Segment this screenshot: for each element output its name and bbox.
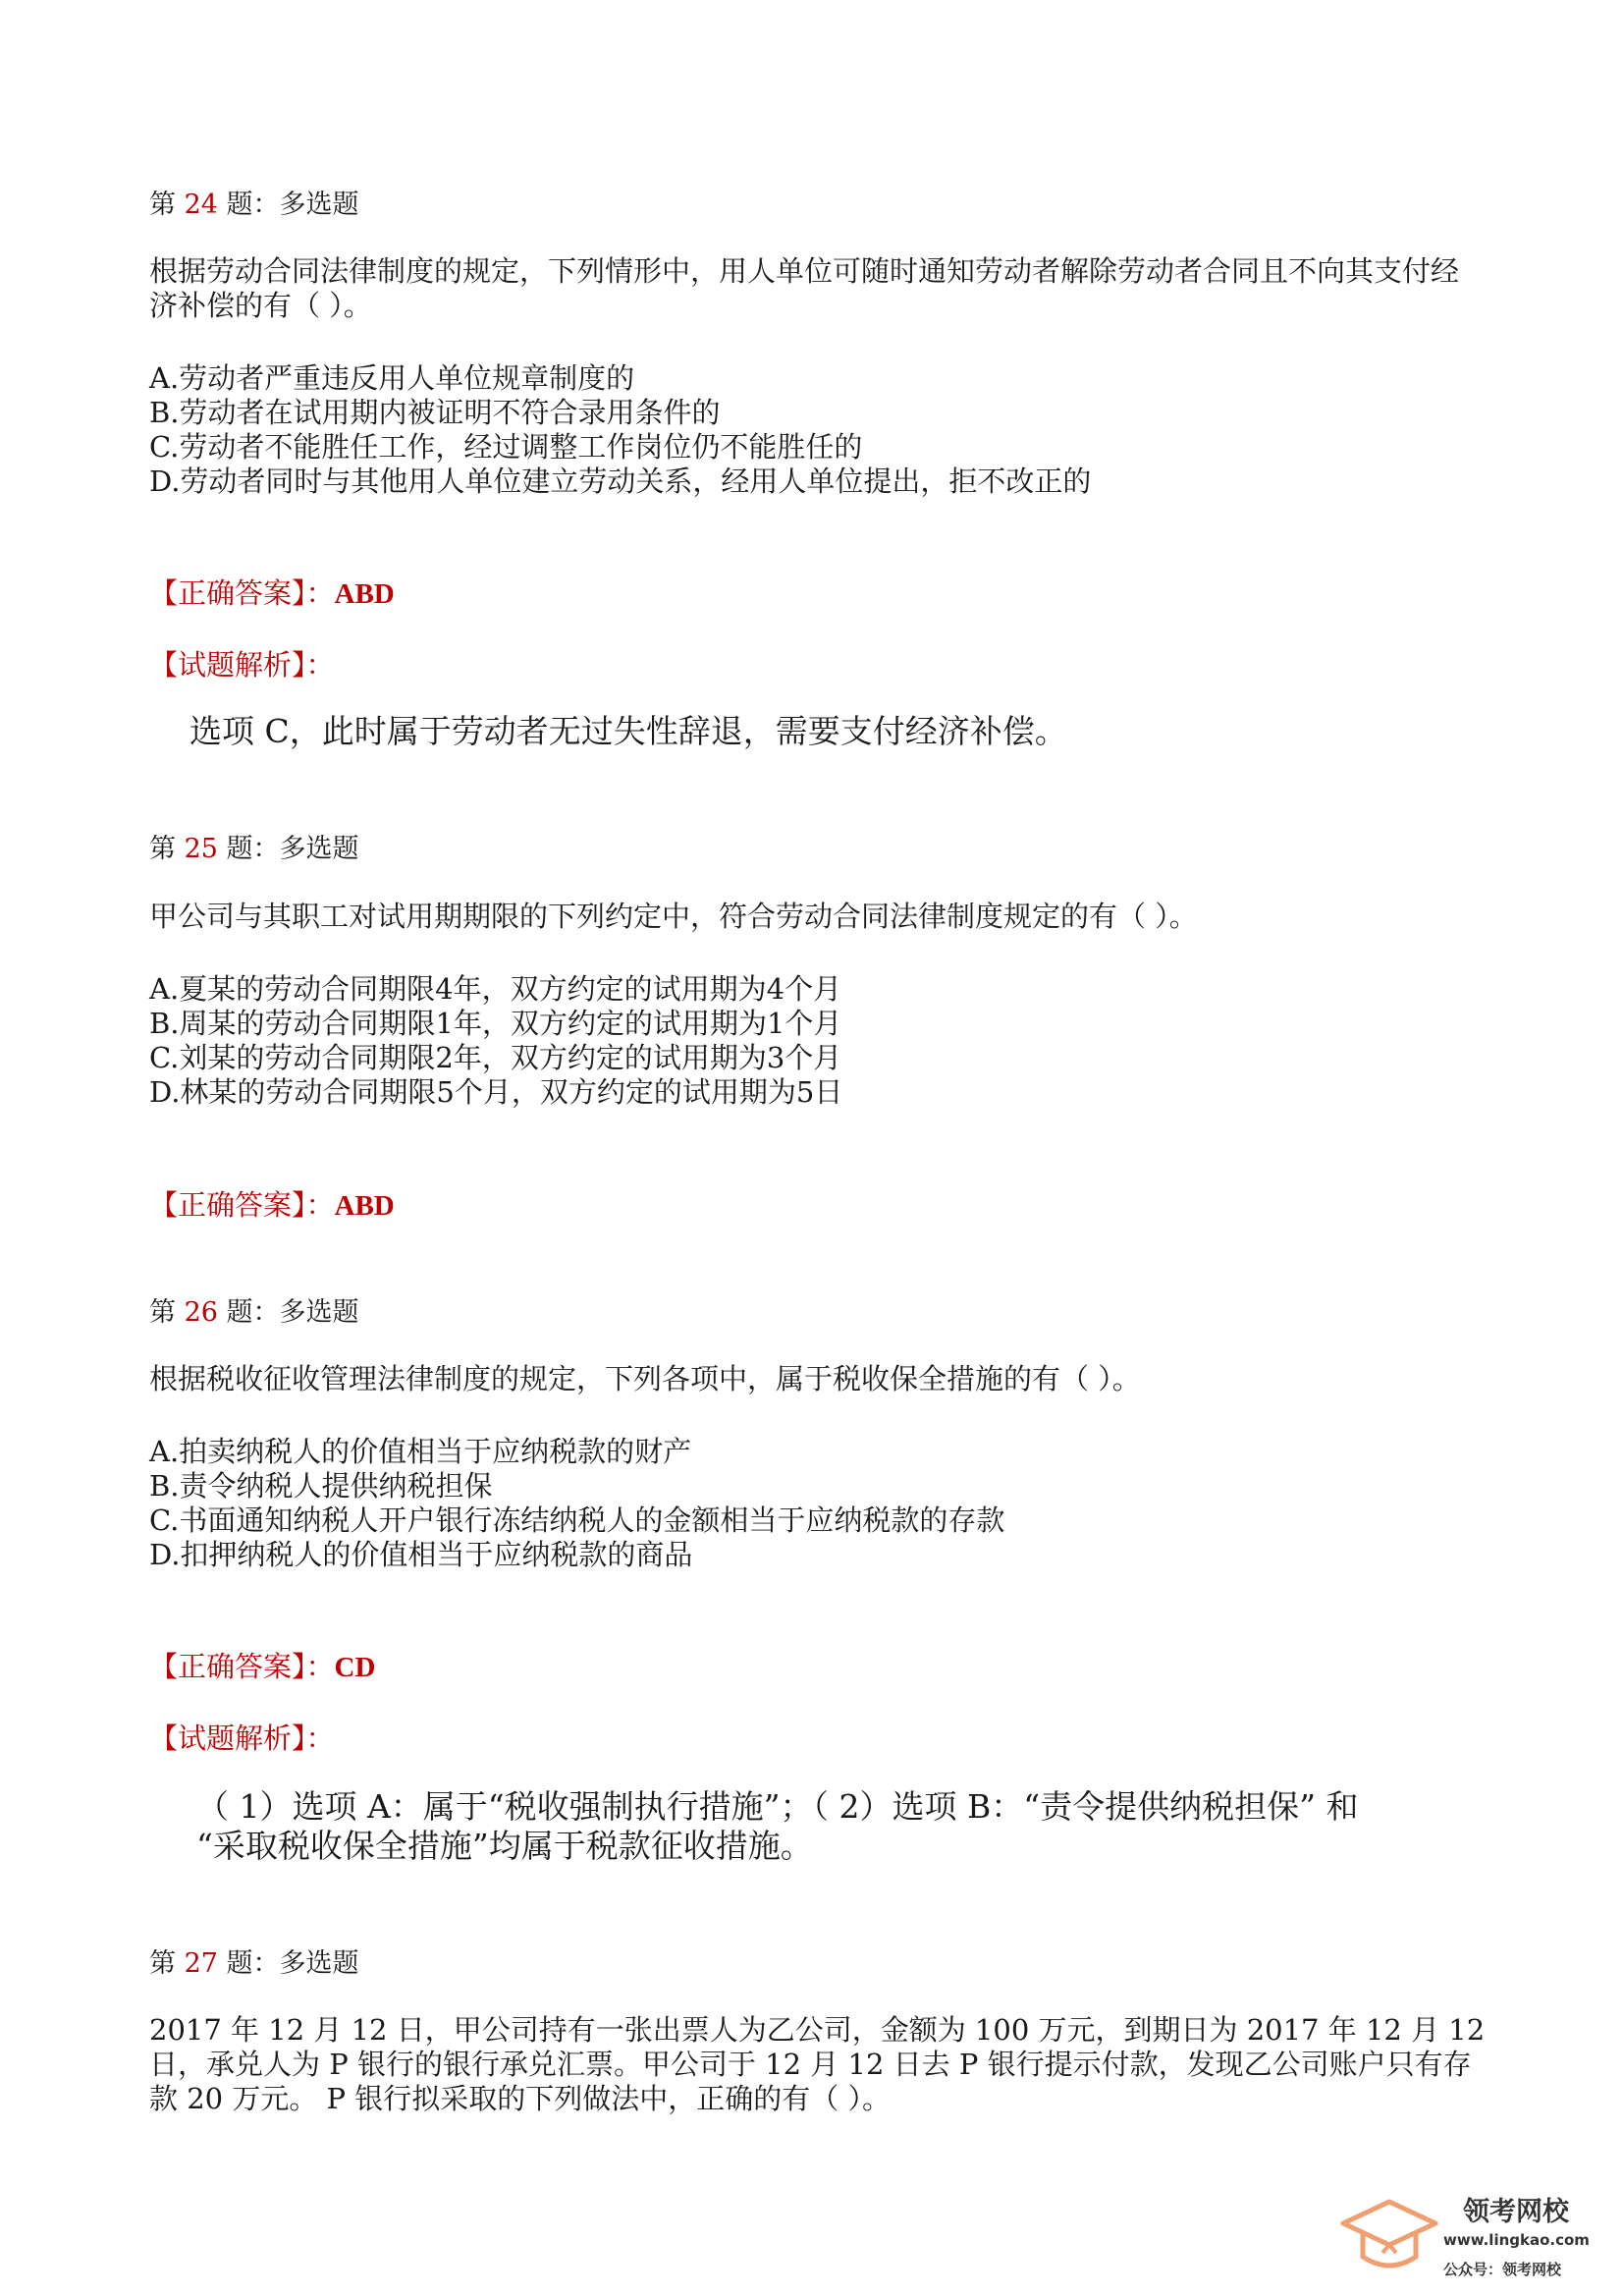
option-d: D.林某的劳动合同期限5个月，双方约定的试用期为5日 — [149, 1075, 843, 1109]
question-prefix: 第 — [149, 1948, 176, 1979]
logo-url: www.lingkao.com — [1443, 2231, 1590, 2249]
option-c: C.劳动者不能胜任工作，经过调整工作岗位仍不能胜任的 — [149, 430, 863, 464]
question-26-stem: 根据税收征收管理法律制度的规定，下列各项中，属于税收保全措施的有（ ）。 — [149, 1362, 1141, 1395]
question-26-analysis-label: 【试题解析】： — [149, 1722, 335, 1755]
option-d: D.扣押纳税人的价值相当于应纳税款的商品 — [149, 1538, 693, 1571]
lingkao-logo — [1335, 2188, 1600, 2286]
option-a: A.拍卖纳税人的价值相当于应纳税款的财产 — [149, 1435, 692, 1468]
question-type: 题：多选题 — [226, 1948, 359, 1979]
question-prefix: 第 — [149, 834, 176, 864]
option-b: B.周某的劳动合同期限1年，双方约定的试用期为1个月 — [149, 1007, 842, 1040]
graduation-cap-icon — [1335, 2194, 1443, 2282]
option-a: A.夏某的劳动合同期限4年，双方约定的试用期为4个月 — [149, 972, 842, 1006]
question-27-stem — [149, 2013, 1485, 2116]
stem-line: 2017 年 12 月 12 日，甲公司持有一张出票人为乙公司，金额为 100 万元，到期日为 2017 年 12 月 12 — [149, 2013, 1486, 2047]
stem-line: 款 20 万元。 P 银行拟采取的下列做法中，正确的有（ ）。 — [149, 2082, 892, 2115]
analysis-line: “采取税收保全措施”均属于税款征收措施。 — [196, 1827, 813, 1865]
question-24-answer — [149, 572, 395, 612]
question-number: 27 — [184, 1948, 218, 1979]
option-a: A.劳动者严重违反用人单位规章制度的 — [149, 361, 635, 395]
question-prefix: 第 — [149, 1297, 176, 1328]
option-d: D.劳动者同时与其他用人单位建立劳动关系，经用人单位提出，拒不改正的 — [149, 465, 1092, 498]
logo-wechat: 公众号：领考网校 — [1443, 2261, 1562, 2278]
answer-label: 【正确答案】： — [149, 576, 335, 610]
question-24-analysis-label: 【试题解析】： — [149, 648, 335, 682]
question-25-options — [149, 972, 842, 1110]
question-number: 26 — [184, 1297, 218, 1328]
question-type: 题：多选题 — [226, 834, 359, 864]
answer-value: ABD — [334, 578, 395, 610]
question-24-analysis: 选项 C，此时属于劳动者无过失性辞退，需要支付经济补偿。 — [189, 712, 1067, 750]
question-type: 题：多选题 — [226, 190, 359, 220]
answer-value: CD — [334, 1652, 376, 1683]
question-prefix: 第 — [149, 190, 176, 220]
analysis-line: （ 1）选项 A：属于“税收强制执行措施”；（ 2）选项 B：“责令提供纳税担保” 和 — [196, 1787, 1359, 1826]
question-25-answer — [149, 1183, 395, 1224]
question-24-options — [149, 361, 1091, 499]
question-25-header — [149, 827, 359, 865]
option-c: C.书面通知纳税人开户银行冻结纳税人的金额相当于应纳税款的存款 — [149, 1503, 1005, 1537]
option-c: C.刘某的劳动合同期限2年，双方约定的试用期为3个月 — [149, 1041, 842, 1074]
question-26-options — [149, 1435, 1004, 1572]
option-b: B.责令纳税人提供纳税担保 — [149, 1469, 493, 1503]
logo-name: 领考网校 — [1463, 2197, 1569, 2227]
question-24-header — [149, 183, 359, 221]
option-b: B.劳动者在试用期内被证明不符合录用条件的 — [149, 396, 721, 429]
stem-line: 日，承兑人为 P 银行的银行承兑汇票。甲公司于 12 月 12 日去 P 银行提示付款，发现乙公司账户只有存 — [149, 2048, 1472, 2081]
question-26-answer — [149, 1645, 375, 1685]
question-24-stem: 根据劳动合同法律制度的规定，下列情形中，用人单位可随时通知劳动者解除劳动者合同且不向其支付经济补偿的有（ ）。 — [149, 254, 1460, 322]
question-27-header — [149, 1941, 359, 1980]
answer-label: 【正确答案】： — [149, 1188, 335, 1222]
question-type: 题：多选题 — [226, 1297, 359, 1328]
question-26-analysis — [196, 1787, 1359, 1866]
question-26-header — [149, 1290, 359, 1329]
question-number: 24 — [184, 190, 218, 220]
question-number: 25 — [184, 834, 218, 864]
question-25-stem: 甲公司与其职工对试用期期限的下列约定中，符合劳动合同法律制度规定的有（ ）。 — [149, 900, 1198, 933]
answer-label: 【正确答案】： — [149, 1650, 335, 1683]
answer-value: ABD — [334, 1190, 395, 1222]
